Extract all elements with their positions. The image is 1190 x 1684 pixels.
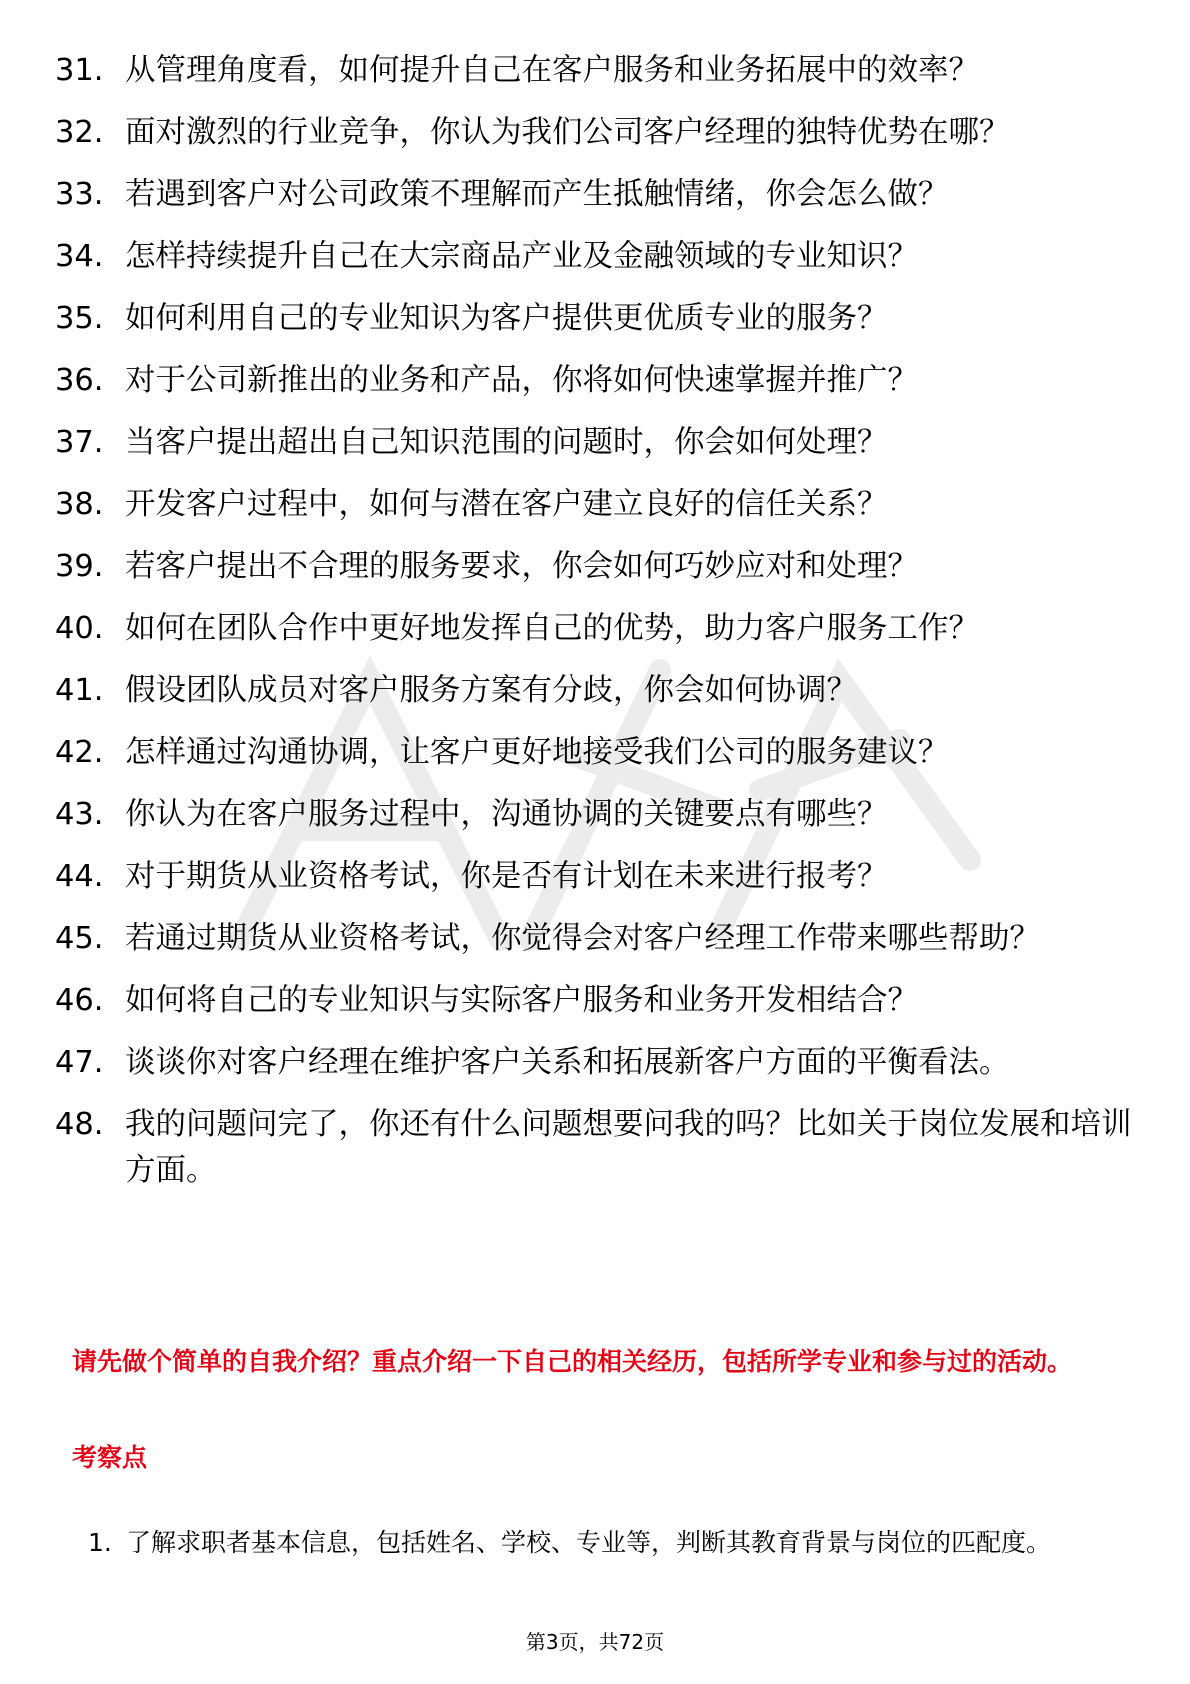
question-text: 我的问题问完了，你还有什么问题想要问我的吗？比如关于岗位发展和培训方面。: [125, 1107, 1132, 1188]
point-number: 1.: [88, 1528, 112, 1557]
list-item: [55, 110, 1135, 156]
list-item: [55, 730, 1135, 776]
page-footer: 第3页，共72页: [525, 1630, 665, 1654]
question-number: 33.: [55, 177, 104, 212]
list-item: [55, 234, 1135, 280]
list-item: [55, 544, 1135, 590]
section-label: 考察点: [72, 1443, 148, 1472]
question-number: 45.: [55, 921, 104, 956]
question-number: 34.: [55, 239, 104, 274]
question-number: 48.: [55, 1107, 104, 1142]
question-text: 当客户提出超出自己知识范围的问题时，你会如何处理？: [125, 425, 888, 460]
list-item: [55, 916, 1135, 962]
question-number: 40.: [55, 611, 104, 646]
question-number: 42.: [55, 735, 104, 770]
list-item: [55, 792, 1135, 838]
question-text: 若客户提出不合理的服务要求，你会如何巧妙应对和处理？: [125, 549, 918, 584]
question-text: 怎样通过沟通协调，让客户更好地接受我们公司的服务建议？: [125, 735, 949, 770]
point-text: 了解求职者基本信息，包括姓名、学校、专业等，判断其教育背景与岗位的匹配度。: [126, 1528, 1052, 1557]
question-text: 面对激烈的行业竞争，你认为我们公司客户经理的独特优势在哪？: [125, 115, 1010, 150]
question-text: 如何将自己的专业知识与实际客户服务和业务开发相结合？: [125, 983, 918, 1018]
question-number: 43.: [55, 797, 104, 832]
question-text: 开发客户过程中，如何与潜在客户建立良好的信任关系？: [125, 487, 888, 522]
question-number: 36.: [55, 363, 104, 398]
question-text: 如何在团队合作中更好地发挥自己的优势，助力客户服务工作？: [125, 611, 979, 646]
list-item: [55, 978, 1135, 1024]
highlight-question: 请先做个简单的自我介绍？重点介绍一下自己的相关经历，包括所学专业和参与过的活动。: [72, 1347, 1073, 1376]
question-number: 44.: [55, 859, 104, 894]
question-text: 假设团队成员对客户服务方案有分歧，你会如何协调？: [125, 673, 857, 708]
question-list: [55, 48, 1135, 1210]
question-number: 37.: [55, 425, 104, 460]
question-text: 对于期货从业资格考试，你是否有计划在未来进行报考？: [125, 859, 888, 894]
question-number: 47.: [55, 1045, 104, 1080]
question-text: 怎样持续提升自己在大宗商品产业及金融领域的专业知识？: [125, 239, 918, 274]
point-list: [88, 1512, 1118, 1574]
list-item: [55, 296, 1135, 342]
list-item: [55, 172, 1135, 218]
question-number: 41.: [55, 673, 104, 708]
list-item: [55, 48, 1135, 94]
list-item: [55, 854, 1135, 900]
question-text: 如何利用自己的专业知识为客户提供更优质专业的服务？: [125, 301, 888, 336]
question-number: 38.: [55, 487, 104, 522]
list-item: [55, 1102, 1135, 1194]
question-number: 39.: [55, 549, 104, 584]
list-item: [88, 1512, 1118, 1574]
question-text: 对于公司新推出的业务和产品，你将如何快速掌握并推广？: [125, 363, 918, 398]
list-item: [55, 1040, 1135, 1086]
question-text: 你认为在客户服务过程中，沟通协调的关键要点有哪些？: [125, 797, 888, 832]
question-number: 46.: [55, 983, 104, 1018]
question-number: 31.: [55, 53, 104, 88]
question-number: 35.: [55, 301, 104, 336]
list-item: [55, 482, 1135, 528]
question-number: 32.: [55, 115, 104, 150]
list-item: [55, 606, 1135, 652]
question-text: 若遇到客户对公司政策不理解而产生抵触情绪，你会怎么做？: [125, 177, 949, 212]
list-item: [55, 420, 1135, 466]
question-text: 谈谈你对客户经理在维护客户关系和拓展新客户方面的平衡看法。: [125, 1045, 1010, 1080]
question-text: 从管理角度看，如何提升自己在客户服务和业务拓展中的效率？: [125, 53, 979, 88]
list-item: [55, 668, 1135, 714]
question-text: 若通过期货从业资格考试，你觉得会对客户经理工作带来哪些帮助？: [125, 921, 1040, 956]
list-item: [55, 358, 1135, 404]
